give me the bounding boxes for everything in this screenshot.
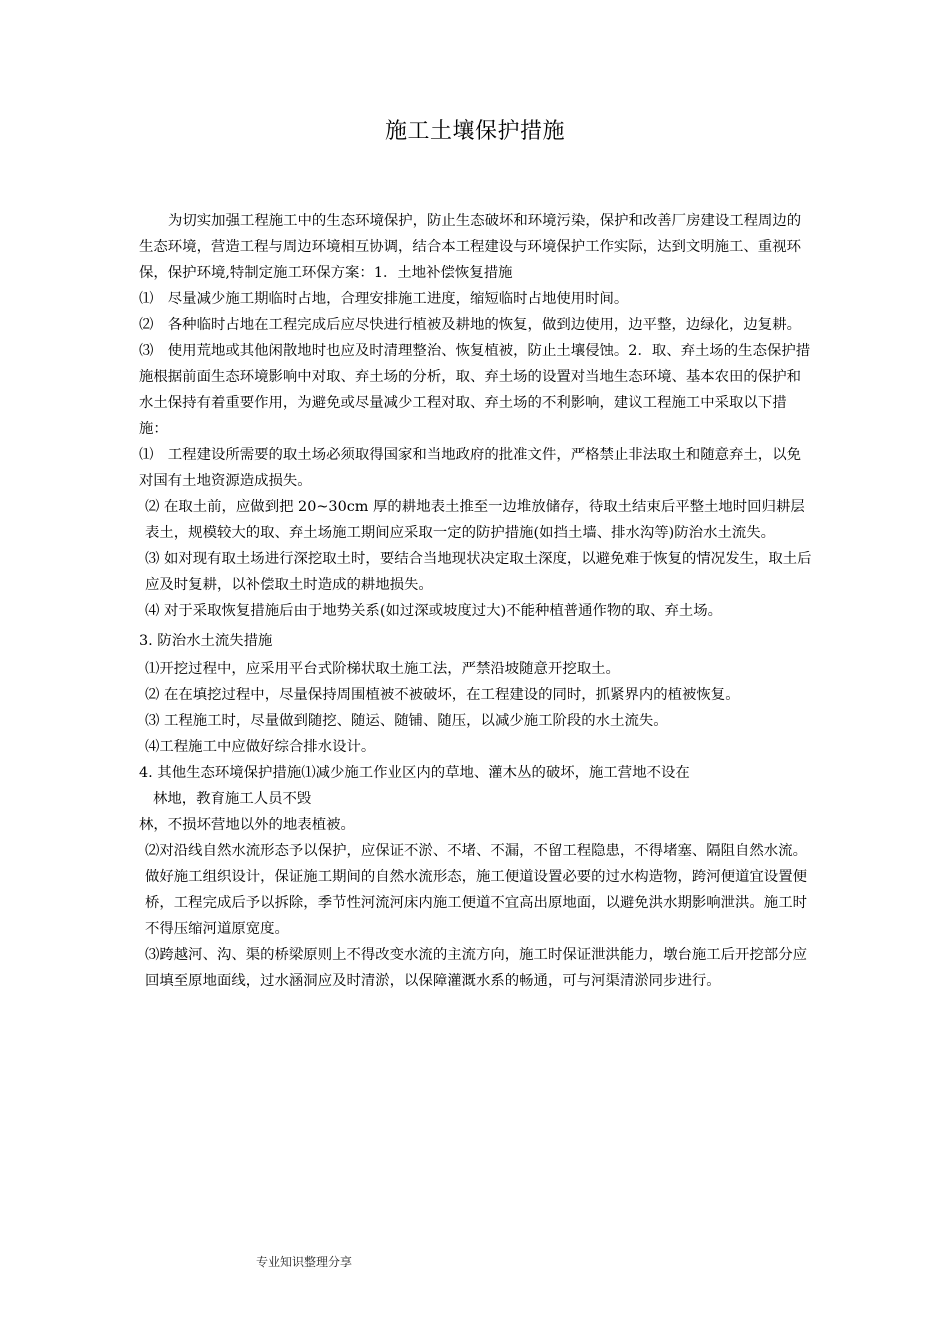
paragraph-3-4: ⑷工程施工中应做好综合排水设计。	[145, 739, 376, 755]
paragraph-1-3: ⑶ 使用荒地或其他闲散地时也应及时清理整治、恢复植被，防止土壤侵蚀。2．取、弃土场的生态保护措施根据前面生态环境影响中对取、弃土场的分析，取、弃土场的设置对当地生态环境、基本农田的保护和水土保持有着重要作用，为避免或尽量减少工程对取、弃土场的不利影响，建议工程施工中采取以下措施：	[139, 343, 811, 437]
paragraph-2-2: ⑵ 在取土前，应做到把 20~30cm 厚的耕地表土推至一边堆放储存，待取土结束后平整土地时回归耕层表土，规模较大的取、弃土场施工期间应采取一定的防护措施(如挡土墙、排水沟等)防治水土流失。	[145, 499, 805, 541]
paragraph-3-2: ⑵ 在在填挖过程中，尽量保持周围植被不被破坏，在工程建设的同时，抓紧界内的植被恢复。	[145, 687, 740, 703]
paragraph-4-continued: 林地，教育施工人员不毁	[153, 791, 312, 807]
paragraph-1-2: ⑵ 各种临时占地在工程完成后应尽快进行植被及耕地的恢复，做到边使用，边平整，边绿化，边复耕。	[139, 317, 801, 333]
paragraph-4-1-end: 林，不损坏营地以外的地表植被。	[139, 817, 355, 833]
intro-paragraph: 为切实加强工程施工中的生态环境保护，防止生态破坏和环境污染，保护和改善厂房建设工程周边的生态环境，营造工程与周边环境相互协调，结合本工程建设与环境保护工作实际，达到文明施工、重视环保，保护环境,特制定施工环保方案：1．土地补偿恢复措施	[139, 213, 802, 281]
paragraph-1-1: ⑴ 尽量减少施工期临时占地，合理安排施工进度，缩短临时占地使用时间。	[139, 291, 629, 307]
paragraph-4-3: ⑶跨越河、沟、渠的桥梁原则上不得改变水流的主流方向，施工时保证泄洪能力，墩台施工后开挖部分应回填至原地面线，过水涵洞应及时清淤，以保障灌溉水系的畅通，可与河渠清淤同步进行。	[145, 947, 807, 989]
paragraph-2-1: ⑴ 工程建设所需要的取土场必须取得国家和当地政府的批准文件，严格禁止非法取土和随意弃土，以免对国有土地资源造成损失。	[139, 447, 801, 489]
page-footer: 专业知识整理分享	[256, 1255, 353, 1269]
document-title: 施工土壤保护措施	[384, 119, 565, 144]
paragraph-2-4: ⑷ 对于采取恢复措施后由于地势关系(如过深或坡度过大)不能种植普通作物的取、弃土场。	[145, 603, 723, 619]
section-heading-3: 3. 防治水土流失措施	[139, 633, 273, 649]
paragraph-2-3: ⑶ 如对现有取土场进行深挖取土时，要结合当地现状决定取土深度，以避免难于恢复的情况发生，取土后应及时复耕，以补偿取土时造成的耕地损失。	[145, 551, 812, 593]
paragraph-4-2: ⑵对沿线自然水流形态予以保护，应保证不淤、不堵、不漏，不留工程隐患，不得堵塞、隔阻自然水流。做好施工组织设计，保证施工期间的自然水流形态，施工便道设置必要的过水构造物，跨河便道宜设置便桥，工程完成后予以拆除，季节性河流河床内施工便道不宜高出原地面，以避免洪水期影响泄洪。施工时不得压缩河道原宽度。	[145, 843, 807, 937]
paragraph-3-3: ⑶ 工程施工时，尽量做到随挖、随运、随铺、随压，以减少施工阶段的水土流失。	[145, 713, 668, 729]
paragraph-3-1: ⑴开挖过程中，应采用平台式阶梯状取土施工法，严禁沿坡随意开挖取土。	[145, 661, 620, 677]
section-heading-4: 4. 其他生态环境保护措施⑴减少施工作业区内的草地、灌木丛的破坏，施工营地不设在	[139, 765, 690, 781]
document-body	[139, 208, 815, 994]
